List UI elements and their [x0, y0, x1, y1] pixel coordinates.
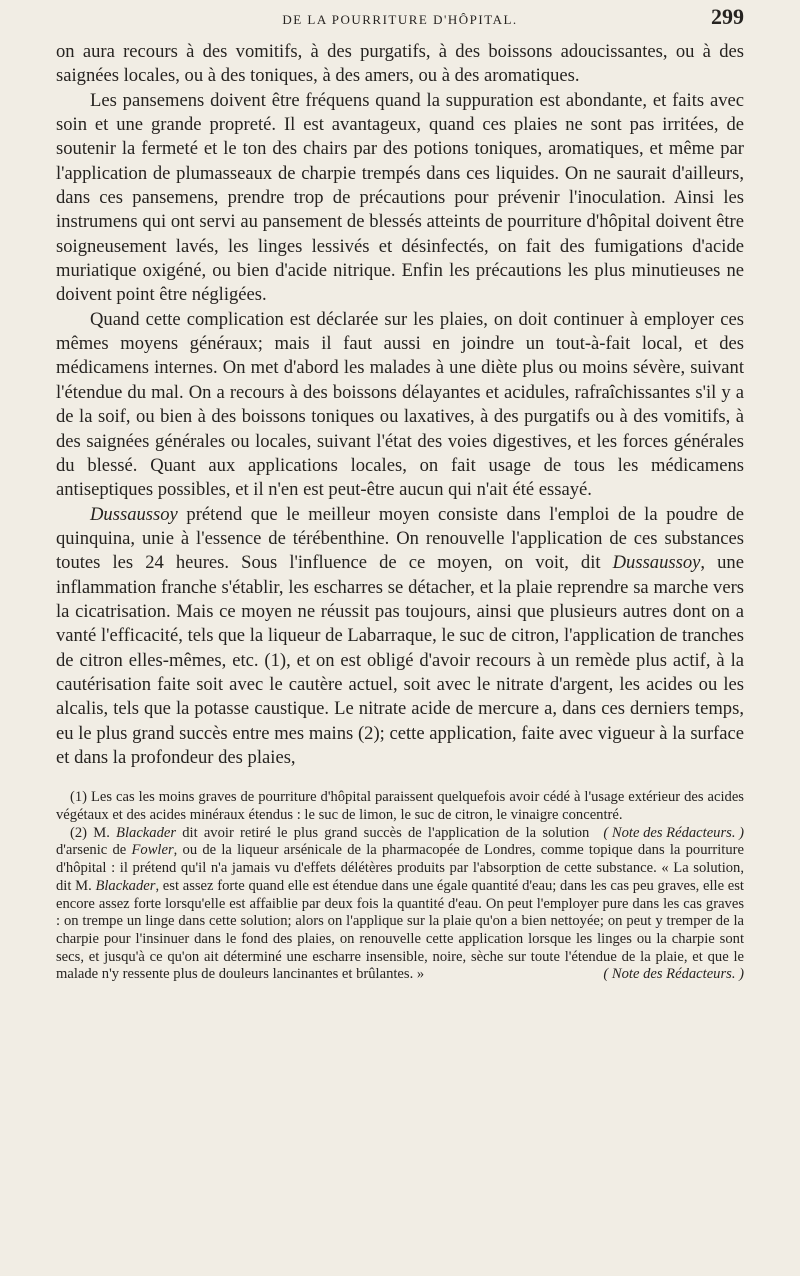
author-name: Blackader [116, 824, 177, 841]
paragraph-dussaussoy [56, 503, 744, 771]
author-name: Dussaussoy [612, 552, 701, 574]
footnote-text: dit avoir retiré le plus grand succès de l'application de la solution d'arsenic de [56, 824, 590, 859]
running-head [56, 0, 744, 40]
footnote-text: (2) M. [70, 824, 117, 841]
paragraph-pansemens: Les pansemens doivent être fréquens quand la suppuration est abondante, et faits avec soin et une grande propreté. Il est avantageux, quand ces plaies ne sont pas irritées, de soutenir la fermeté et le ton des chairs par des potions toniques, aromatiques, et même par l'application de plumasseaux de charpie trempés dans ces liquides. On ne saurait d'ailleurs, dans ces pansemens, prendre trop de précautions pour prévenir l'inoculation. Ainsi les instrumens qui ont servi au pansement de blessés atteints de pourriture d'hôpital doivent être soigneusement lavés, les linges lessivés et désinfectés, on fait des fumigations d'acide muriatique oxigéné, ou bien d'acide nitrique. Enfin les précautions les plus minutieuses ne doivent point être négligées. [56, 89, 744, 306]
footnotes [56, 789, 744, 984]
footnote-text: , ou de la liqueur arsénicale de la pharmacopée de Londres, comme topique dans la pourriture d'hôpital : il prétend qu'il n'a jamais vu d'effets délétères produits par l'absorption de cette substance. « La solution, dit M. [56, 842, 744, 894]
author-name: Dussaussoy [90, 503, 178, 525]
paragraph-complication: Quand cette complication est déclarée sur les plaies, on doit continuer à employer ces mêmes moyens généraux; mais il faut aussi en joindre un tout-à-fait local, et des médicamens internes. On met d'abord les malades à une diète plus ou moins sévère, suivant l'étendue du mal. On a recours à des boissons délayantes et acidules, rafraîchissantes s'il y a de la soif, ou bien à des boissons toniques ou laxatives, à des purgatifs ou à des vomitifs, à des saignées générales ou locales, suivant l'état des voies digestives, et les forces générales du blessé. Quant aux applications locales, on fait usage de tous les médicamens antiseptiques possibles, et il n'en est peut-être aucun qui n'ait été essayé. [56, 308, 744, 501]
footnote-text: (1) Les cas les moins graves de pourriture d'hôpital paraissent quelquefois avoir cédé à l'usage extérieur des acides végétaux et des acides minéraux étendus : le suc de limon, le suc de citron, le vinaigre concentré. [56, 789, 744, 824]
paragraph-continued: on aura recours à des vomitifs, à des purgatifs, à des boissons adoucissantes, ou à des saignées locales, ou à des toniques, à des amers, ou à des aromatiques. [56, 41, 744, 87]
paragraph-text: , une inflammation franche s'établir, les escharres se détacher, et la plaie reprendre sa marche vers la cicatrisation. Mais ce moyen ne réussit pas toujours, ainsi que plusieurs autres dont on a vanté l'efficacité, tels que la liqueur de Labarraque, le suc de citron, l'application de tranches de citron elles-mêmes, etc. (1), et on est obligé d'avoir recours à un remède plus actif, à la cautérisation faite soit avec le cautère actuel, soit avec le nitrate d'argent, les acides ou les alcalis, tels que la potasse caustique. Le nitrate acide de mercure a, dans ces derniers temps, eu le plus grand succès entre mes mains (2); cette application, faite avec vigueur à la surface et dans la profondeur des plaies, [56, 552, 744, 768]
author-name: Fowler [131, 842, 174, 859]
editor-note: ( Note des Rédacteurs. ) [603, 824, 744, 841]
footnote-text: , est assez forte quand elle est étendue dans une égale quantité d'eau; dans les cas peu graves, elle est encore assez forte lorsqu'elle est affaiblie par deux fois la quantité d'eau. On peut l'employer pure dans les cas graves : on trempe un linge dans cette solution; alors on l'applique sur la plaie qu'on a bien nettoyée; on peut y tremper de la charpie pour l'insinuer dans le fond des plaies, on renouvelle cette application lorsque les linges ou la charpie sont secs, et jusqu'à ce qu'on ait déterminé une escharre insensible, noire, sèche sur toute l'étendue de la plaie, et que le malade n'y ressente plus de douleurs lancinantes et brûlantes. » [56, 877, 744, 983]
editor-note: ( Note des Rédacteurs. ) [603, 966, 744, 983]
body-text [56, 40, 744, 770]
running-title: DE LA POURRITURE D'HÔPITAL. [282, 12, 518, 27]
page-number: 299 [711, 4, 744, 29]
author-name: Blackader [95, 877, 156, 894]
paragraph-text: prétend que le meilleur moyen consiste dans l'emploi de la poudre de quinquina, unie à l'essence de térébenthine. On renouvelle l'application de ces substances toutes les 24 heures. Sous l'influence de ce moyen, on voit, dit [56, 503, 744, 574]
footnote-2 [56, 825, 744, 984]
